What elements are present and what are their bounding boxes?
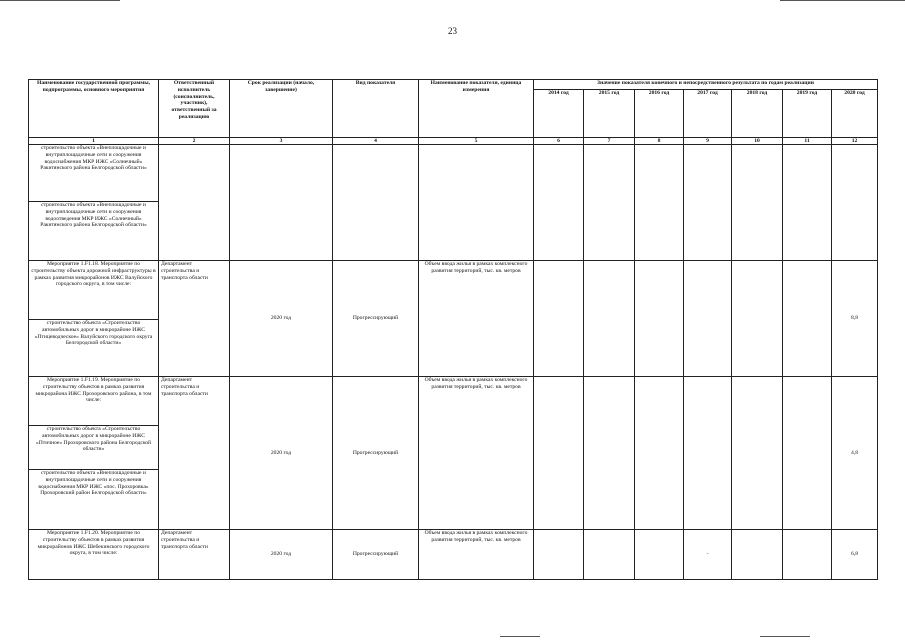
value-cell-2020: 8,8 (832, 261, 878, 377)
column-number: 1 (29, 138, 159, 145)
table-row (29, 530, 878, 580)
value-cell (783, 530, 832, 580)
header-year: 2018 год (732, 90, 783, 138)
empty-cell (534, 145, 584, 261)
column-number-row (29, 138, 878, 145)
value-cell (684, 261, 732, 377)
column-number: 12 (832, 138, 878, 145)
empty-cell (783, 145, 832, 261)
value-cell (684, 377, 732, 530)
value-cell (635, 530, 684, 580)
empty-cell (832, 145, 878, 261)
value-cell (534, 530, 584, 580)
value-cell (584, 261, 635, 377)
executor-cell: Департамент строительства и транспорта области (159, 377, 230, 530)
table-row (29, 145, 878, 202)
column-number: 9 (684, 138, 732, 145)
empty-cell (333, 145, 419, 261)
empty-cell (584, 145, 635, 261)
value-cell (732, 261, 783, 377)
value-cell (534, 377, 584, 530)
object-cell: строительство объекта «Строительство автомобильных дорог в микрорайоне ИЖС «Птицеводческое» Валуйского городского округа Белгородской области» (29, 320, 159, 377)
value-cell-2020: 4,8 (832, 377, 878, 530)
column-number: 5 (419, 138, 534, 145)
executor-cell: Департамент строительства и транспорта области (159, 261, 230, 377)
header-year: 2019 год (783, 90, 832, 138)
header-period: Срок реализации (начало, завершение) (230, 80, 333, 138)
header-indicator-name: Наименование показателя, единица измерения (419, 80, 534, 138)
indicator-name-cell: Объем ввода жилья в рамках комплексного развития территорий, тыс. кв. метров (419, 530, 534, 580)
value-cell (635, 261, 684, 377)
header-year: 2015 год (584, 90, 635, 138)
measure-cell: Мероприятие 1.F1.18. Мероприятие по строительству объекта дорожной инфраструктуры в рамках развития микрорайонов ИЖС Валуйского городского округа, в том числе: (29, 261, 159, 320)
value-cell (534, 261, 584, 377)
column-number: 6 (534, 138, 584, 145)
period-cell: 2020 год (230, 530, 333, 580)
value-cell (732, 530, 783, 580)
header-year: 2016 год (635, 90, 684, 138)
table-row (29, 261, 878, 320)
value-cell (584, 377, 635, 530)
column-number: 10 (732, 138, 783, 145)
header-year: 2017 год (684, 90, 732, 138)
value-cell-2019: - (684, 530, 732, 580)
column-number: 4 (333, 138, 419, 145)
indicator-name-cell: Объем ввода жилья в рамках комплексного развития территорий, тыс. кв. метров (419, 261, 534, 377)
executor-cell: Департамент строительства и транспорта области (159, 530, 230, 580)
header-executor: Ответственный исполнитель (соисполнитель, участник), ответственный за реализацию (159, 80, 230, 138)
object-cell: строительство объекта «Строительство автомобильных дорог в микрорайоне ИЖС «Птичное» Прохоровского района Белгородской области» (29, 426, 159, 470)
scan-edge-line (780, 0, 905, 1)
measure-cell: Мероприятие 1.F1.20. Мероприятие по строительству объектов в рамках развития микрорайонов ИЖС Шебекинского городского округа, в том числе: (29, 530, 159, 580)
period-cell: 2020 год (230, 261, 333, 377)
object-cell: строительство объекта «Внеплощадочные и внутриплощадочные сети и сооружения водоснабжения МКР ИЖС «пос. Прохоровка» Прохоровский район Белгородской области» (29, 470, 159, 530)
header-year: 2020 год (832, 90, 878, 138)
period-cell: 2020 год (230, 377, 333, 530)
header-program: Наименование государственной программы, подпрограммы, основного мероприятия (29, 80, 159, 138)
table-row (29, 377, 878, 426)
column-number: 3 (230, 138, 333, 145)
empty-cell (732, 145, 783, 261)
empty-cell (159, 145, 230, 261)
page-number: 23 (448, 26, 457, 36)
value-cell (732, 377, 783, 530)
results-table (28, 79, 878, 580)
column-number: 2 (159, 138, 230, 145)
value-cell (584, 530, 635, 580)
column-number: 8 (635, 138, 684, 145)
scan-edge-line (760, 636, 810, 637)
empty-cell (635, 145, 684, 261)
scan-edge-line (500, 636, 540, 637)
header-year: 2014 год (534, 90, 584, 138)
column-number: 11 (783, 138, 832, 145)
empty-cell (230, 145, 333, 261)
header-indicator-type: Вид показателя (333, 80, 419, 138)
value-cell (635, 377, 684, 530)
indicator-type-cell: Прогрессирующий (333, 377, 419, 530)
empty-cell (684, 145, 732, 261)
object-cell: строительство объекта «Внеплощадочные и внутриплощадочные сети и сооружения водоснабжения МКР ИЖС «Солнечный» Ракитянского района Белгородской области» (29, 145, 159, 202)
scan-edge-line (0, 0, 120, 1)
value-cell (783, 377, 832, 530)
empty-cell (419, 145, 534, 261)
header-values-group: Значение показателя конечного и непосредственного результата по годам реализации (534, 80, 878, 90)
indicator-type-cell: Прогрессирующий (333, 261, 419, 377)
object-cell: строительство объекта «Внеплощадочные и внутриплощадочные сети и сооружения водоотведения МКР ИЖС «Солнечный» Ракитянского района Белгородской области» (29, 202, 159, 261)
column-number: 7 (584, 138, 635, 145)
value-cell-2020: 6,8 (832, 530, 878, 580)
indicator-type-cell: Прогрессирующий (333, 530, 419, 580)
measure-cell: Мероприятие 1.F1.19. Мероприятие по строительству объектов в рамках развития микрорайона ИЖС Прохоровского района, в том числе: (29, 377, 159, 426)
value-cell (783, 261, 832, 377)
indicator-name-cell: Объем ввода жилья в рамках комплексного развития территорий, тыс. кв. метров (419, 377, 534, 530)
